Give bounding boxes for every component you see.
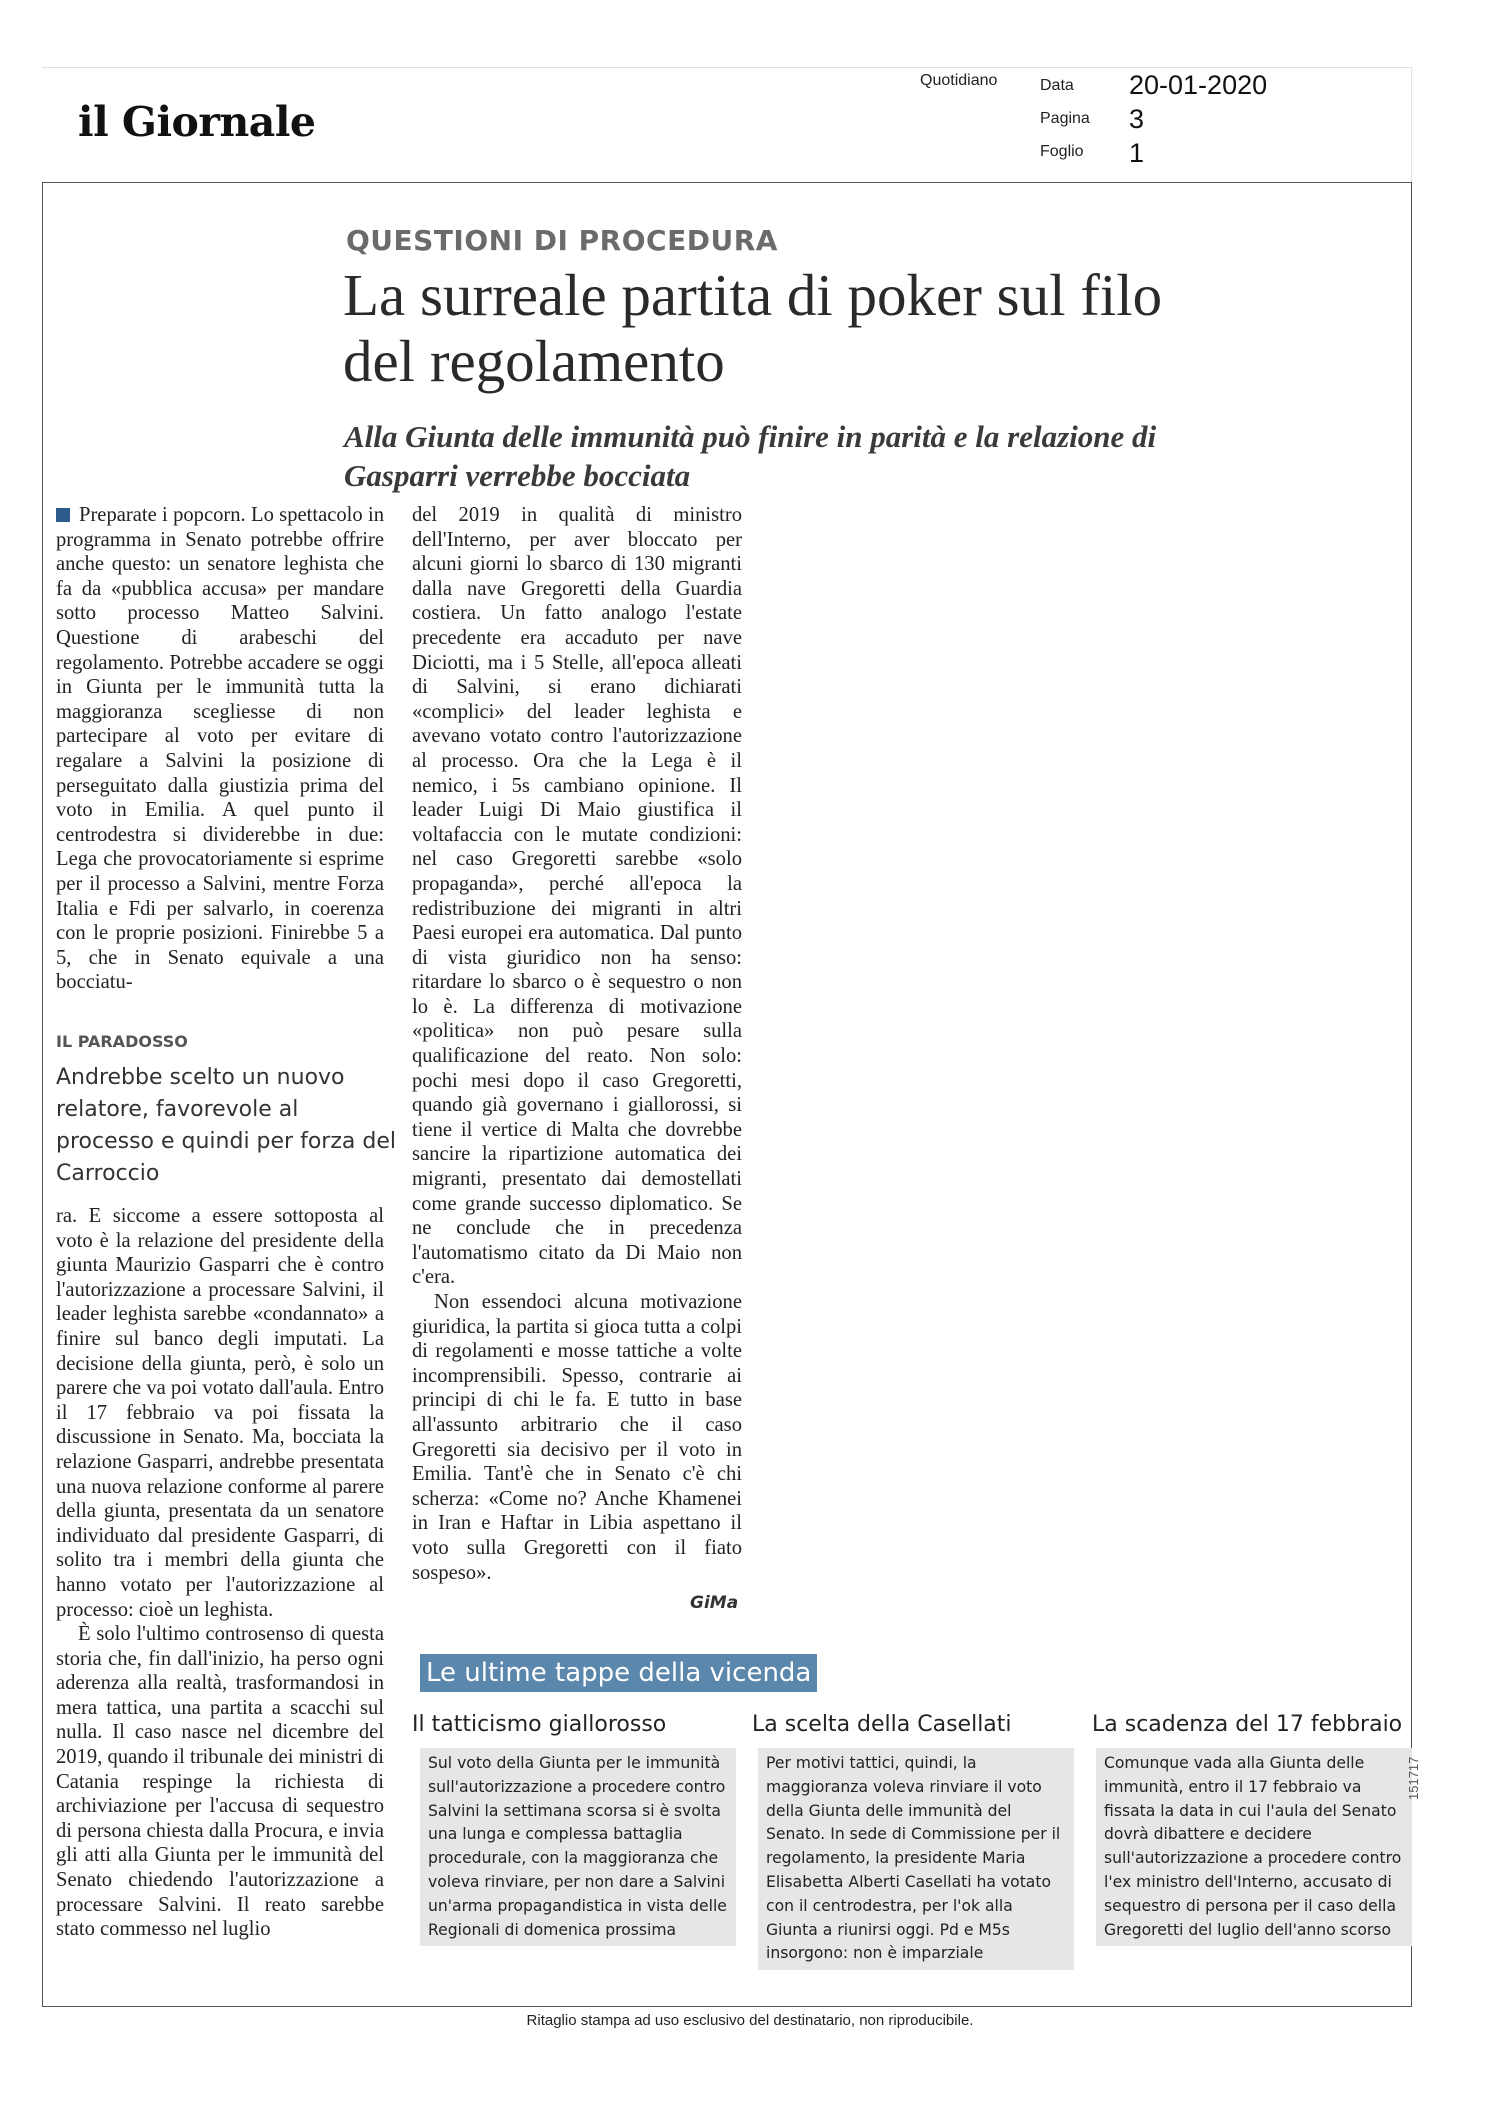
article-kicker: QUESTIONI DI PROCEDURA xyxy=(346,224,778,257)
timeline-card-title: La scadenza del 17 febbraio xyxy=(1092,1712,1403,1737)
article-column-1-bottom xyxy=(56,1204,384,1942)
article-column-2 xyxy=(412,503,742,1585)
article-paragraph: del 2019 in qualità di ministro dell'Interno, per aver bloccato per alcuni giorni lo sbarco di 130 migranti dalla nave Gregoretti della Guardia costiera. Un fatto analogo l'estate precedente era accaduto per nave Diciotti, ma i 5 Stelle, all'epoca alleati di Salvini, si erano dichiarati «complici» del leader leghista e avevano votato contro l'autorizzazione al processo. Ora che la Lega è il nemico, i 5s cambiano opinione. Il leader Luigi Di Maio giustifica il voltafaccia con le mutate condizioni: nel caso Gregoretti sarebbe «solo propaganda», perché all'epoca la redistribuzione dei migranti in altri Paesi europei era automatica. Dal punto di vista giuridico non ha senso: ritardare lo sbarco o è sequestro o non lo è. La differenza di motivazione «politica» non può pesare sulla qualificazione del reato. Non solo: pochi mesi dopo il caso Gregoretti, quando già governano i giallorossi, si tiene il vertice di Malta che dovrebbe sancire la ripartizione automatica dei migranti, presentato dai demostellati come grande successo diplomatico. Se ne conclude che in precedenza l'automatismo citato da Di Maio non c'era. xyxy=(412,504,742,1289)
date-value: 20-01-2020 xyxy=(1129,70,1268,100)
label-data: Data xyxy=(1040,77,1074,94)
article-paragraph: ra. E siccome a essere sottoposta al voto è la relazione del presidente della giunta Maurizio Gasparri che è contro l'autorizzazione a processare Salvini, il leader leghista sarebbe «condannato» a finire sul banco degli imputati. La decisione della giunta, però, è solo un parere che va poi votato dall'aula. Entro il 17 febbraio va poi fissata la discussione in Senato. Ma, bocciata la relazione Gasparri, andrebbe presentata una nuova relazione conforme al parere della giunta, presentata da un senatore individuato dal presidente Gasparri, di solito tra i membri della giunta che hanno votato per l'autorizzazione al processo: cioè un leghista. xyxy=(56,1205,384,1621)
label-foglio: Foglio xyxy=(1040,143,1084,160)
timeline-box-title: Le ultime tappe della vicenda xyxy=(420,1654,817,1692)
sidebar-kicker: IL PARADOSSO xyxy=(56,1032,188,1051)
sidebar-pull-quote: Andrebbe scelto un nuovo relatore, favorevole al processo e quindi per forza del Carroccio xyxy=(56,1065,396,1186)
article-subhead: Alla Giunta delle immunità può finire in parità e la relazione di Gasparri verrebbe bocciata xyxy=(344,419,1157,493)
footer-disclaimer: Ritaglio stampa ad uso esclusivo del destinatario, non riproducibile. xyxy=(526,2012,974,2029)
article-paragraph: È solo l'ultimo controsenso di questa storia che, fin dall'inizio, ha perso ogni aderenza alla realtà, trasformandosi in mera tattica, una partita a scacchi sul nulla. Il caso nasce nel dicembre del 2019, quando il tribunale dei ministri di Catania respinge la richiesta di archiviazione per l'accusa di sequestro di persona chiesta dalla Procura, e invia gli atti alla Giunta per le immunità del Senato chiedendo l'autorizzazione a processare Salvini. Il reato sarebbe stato commesso nel luglio xyxy=(56,1623,384,1941)
timeline-card-text: Per motivi tattici, quindi, la maggioranza voleva rinviare il voto della Giunta delle immunità del Senato. In sede di Commissione per il regolamento, la presidente Maria Elisabetta Alberti Casellati ha votato con il centrodestra, per l'ok alla Giunta a riunirsi oggi. Pd e M5s insorgono: non è imparziale xyxy=(758,1748,1074,1970)
label-quotidiano: Quotidiano xyxy=(920,72,998,89)
article-column-1-top xyxy=(56,503,384,995)
timeline-card-title: Il tatticismo giallorosso xyxy=(412,1712,667,1737)
article-paragraph: Preparate i popcorn. Lo spettacolo in programma in Senato potrebbe offrire anche questo: un senatore leghista che fa da «pubblica accusa» per mandare sotto processo Matteo Salvini. Questione di arabeschi del regolamento. Potrebbe accadere se oggi in Giunta per le immunità tutta la maggioranza scegliesse di non partecipare al voto per evitare di regalare a Salvini la posizione di perseguitato dalla giustizia prima del voto in Emilia. A quel punto il centrodestra si dividerebbe in due: Lega che provocatoriamente si esprime per il processo a Salvini, mentre Forza Italia e Fdi per salvarlo, in coerenza con le proprie posizioni. Finirebbe 5 a 5, che in Senato equivale a una bocciatu- xyxy=(56,504,384,994)
author-signature: GiMa xyxy=(690,1593,739,1613)
article-start-marker xyxy=(56,508,70,522)
page-value: 3 xyxy=(1129,104,1145,134)
label-pagina: Pagina xyxy=(1040,110,1090,127)
timeline-card-title: La scelta della Casellati xyxy=(752,1712,1012,1737)
timeline-card-text: Comunque vada alla Giunta delle immunità, entro il 17 febbraio va fissata la data in cui l'aula del Senato dovrà dibattere e decidere sull'autorizzazione a procedere contro l'ex ministro dell'Interno, accusato di sequestro di persona per il caso della Gregoretti del luglio dell'anno scorso xyxy=(1096,1748,1412,1946)
article-paragraph: Non essendoci alcuna motivazione giuridica, la partita si gioca tutta a colpi di regolamenti e mosse tattiche a volte incomprensibili. Spesso, contrarie ai principi di chi le fa. E tutto in base all'assunto arbitrario che il caso Gregoretti sia decisivo per il voto in Emilia. Tant'è che in Senato c'è chi scherza: «Come no? Anche Khamenei in Iran e Haftar in Libia aspettano il voto sulla Gregoretti con il fiato sospeso». xyxy=(412,1291,742,1584)
article-headline: La surreale partita di poker sul filo del regolamento xyxy=(343,262,1163,394)
sheet-value: 1 xyxy=(1129,138,1145,168)
timeline-card-text: Sul voto della Giunta per le immunità sull'autorizzazione a procedere contro Salvini la settimana scorsa si è svolta una lunga e complessa battaglia procedurale, con la maggioranza che voleva rinviare, per non dare a Salvini un'arma propagandistica in vista delle Regionali di domenica prossima xyxy=(420,1748,736,1946)
masthead-logo: il Giornale xyxy=(78,98,316,146)
clipping-code: 151717 xyxy=(1406,1756,1421,1800)
